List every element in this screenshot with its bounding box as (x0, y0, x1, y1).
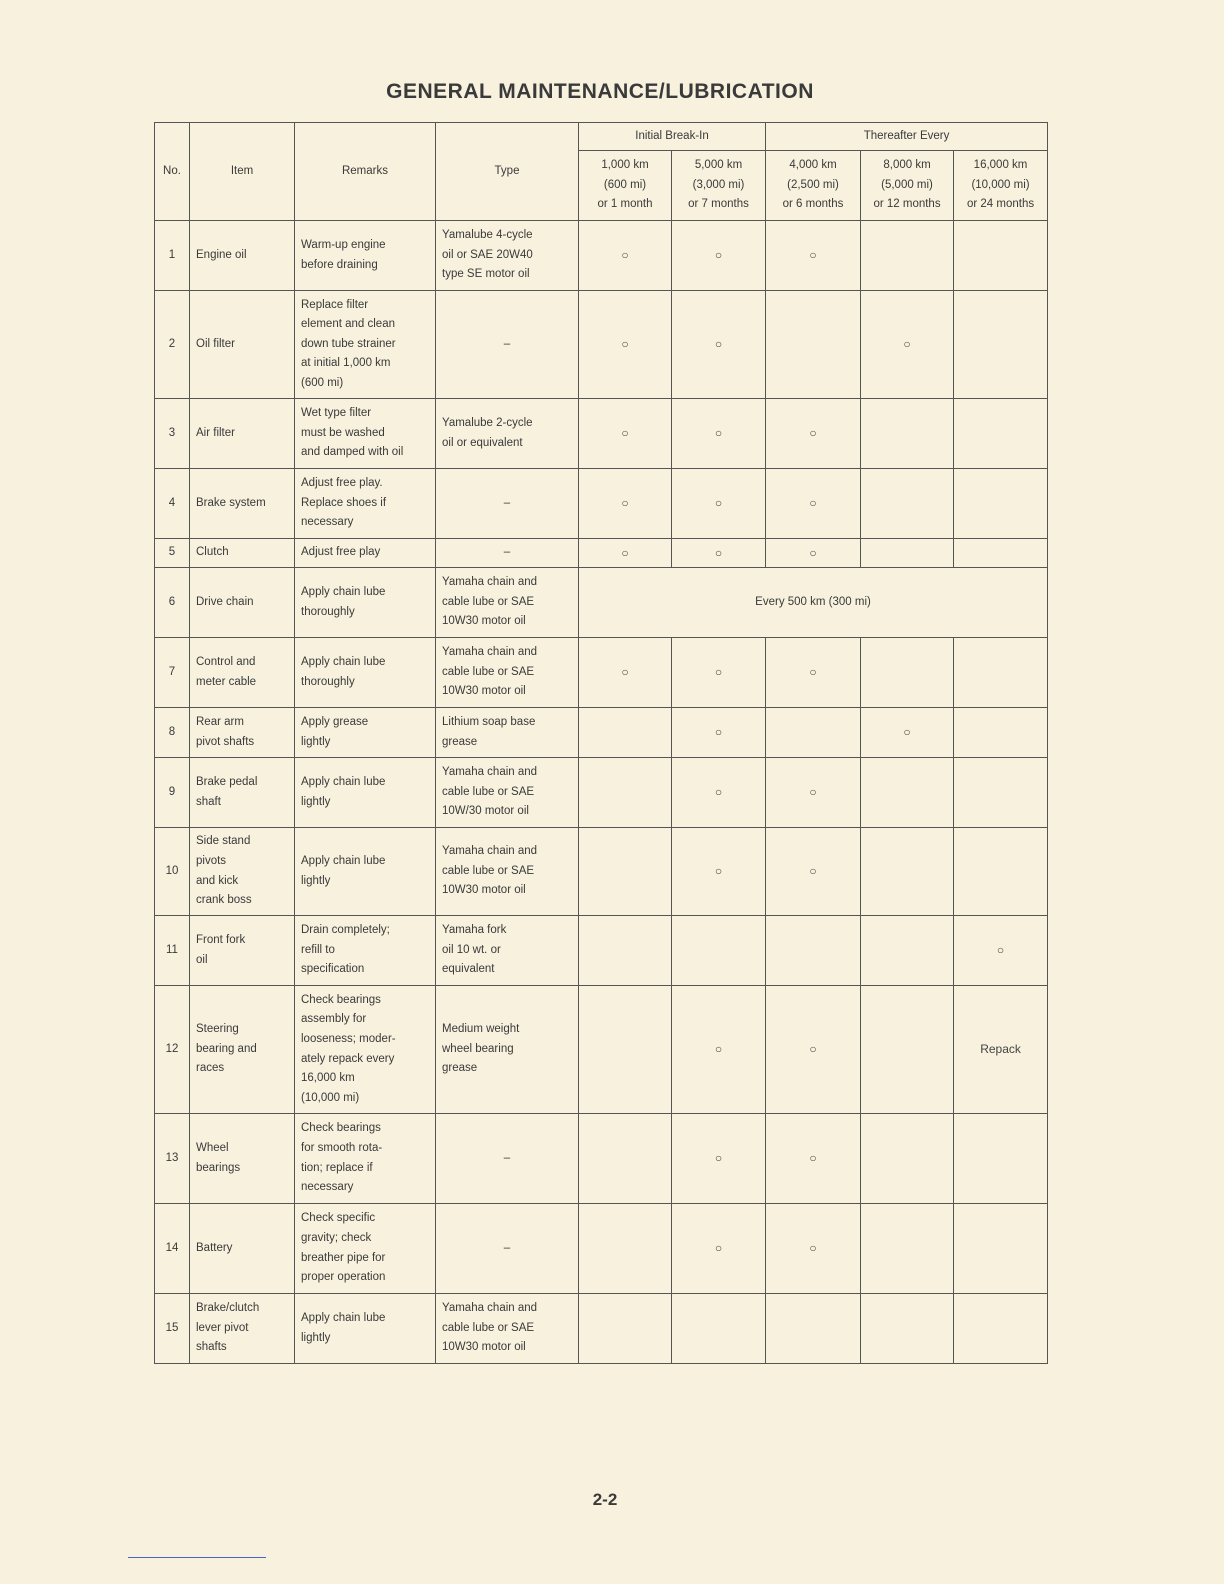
cell-line: necessary (301, 1181, 354, 1194)
row-remarks (295, 1204, 436, 1294)
cell-line: gravity; check (301, 1231, 372, 1244)
table-row (155, 916, 1048, 986)
row-item (190, 291, 295, 399)
interval-mark-1 (579, 986, 672, 1114)
interval-mark-4 (861, 638, 954, 708)
row-no: 1 (155, 221, 190, 291)
cell-line: Replace filter (301, 298, 369, 311)
cell-line: – (503, 1241, 511, 1254)
table-header (155, 123, 1048, 221)
cell-line: 10W30 motor oil (442, 615, 526, 628)
cell-line: cable lube or SAE (442, 864, 535, 877)
row-type (436, 1114, 579, 1204)
cell-line: Steering (196, 1023, 239, 1036)
cell-line: 4,000 km (789, 159, 837, 172)
cell-line: Yamaha chain and (442, 766, 538, 779)
interval-mark-2: ○ (672, 708, 766, 758)
interval-mark-5 (954, 638, 1048, 708)
interval-mark-3: ○ (766, 1204, 861, 1294)
interval-mark-2 (672, 916, 766, 986)
interval-mark-1 (579, 1204, 672, 1294)
row-item (190, 469, 295, 539)
cell-line: Brake pedal (196, 775, 258, 788)
cell-line: races (196, 1062, 225, 1075)
interval-mark-5 (954, 291, 1048, 399)
row-item (190, 986, 295, 1114)
table-row (155, 1204, 1048, 1294)
interval-mark-3: ○ (766, 986, 861, 1114)
cell-line: (2,500 mi) (787, 178, 839, 191)
cell-line: cable lube or SAE (442, 785, 535, 798)
row-remarks (295, 539, 436, 568)
interval-mark-1: ○ (579, 221, 672, 291)
header-no: No. (155, 123, 190, 221)
cell-line: Wet type filter (301, 407, 372, 420)
interval-mark-3 (766, 708, 861, 758)
cell-line: Yamaha chain and (442, 576, 538, 589)
row-no: 8 (155, 708, 190, 758)
row-type (436, 568, 579, 638)
interval-mark-3: ○ (766, 469, 861, 539)
row-item (190, 828, 295, 916)
cell-line: Side stand (196, 835, 251, 848)
row-remarks (295, 1114, 436, 1204)
cell-line: 16,000 km (301, 1072, 355, 1085)
cell-line: refill to (301, 943, 335, 956)
row-no: 6 (155, 568, 190, 638)
row-no: 2 (155, 291, 190, 399)
cell-line: Medium weight (442, 1023, 520, 1036)
interval-mark-3: ○ (766, 1114, 861, 1204)
interval-mark-4: ○ (861, 291, 954, 399)
interval-mark-4 (861, 828, 954, 916)
row-item (190, 1204, 295, 1294)
cell-line: element and clean (301, 318, 395, 331)
row-item (190, 568, 295, 638)
header-interval-1 (579, 151, 672, 221)
table-row (155, 539, 1048, 568)
interval-mark-1 (579, 916, 672, 986)
interval-mark-3 (766, 291, 861, 399)
row-type (436, 1294, 579, 1364)
table-row (155, 221, 1048, 291)
cell-line: or 12 months (873, 198, 941, 211)
cell-line: 10W30 motor oil (442, 884, 526, 897)
cell-line: – (503, 337, 511, 350)
row-no: 15 (155, 1294, 190, 1364)
page-title: GENERAL MAINTENANCE/LUBRICATION (386, 80, 814, 103)
interval-mark-2: ○ (672, 539, 766, 568)
cell-line: necessary (301, 516, 354, 529)
cell-line: (600 mi) (603, 178, 647, 191)
header-item: Item (190, 123, 295, 221)
row-remarks (295, 399, 436, 469)
cell-line: oil (196, 953, 208, 966)
interval-mark-4 (861, 221, 954, 291)
row-no: 9 (155, 758, 190, 828)
cell-line: 16,000 km (973, 159, 1028, 172)
interval-mark-2: ○ (672, 1204, 766, 1294)
cell-line: Yamaha chain and (442, 1302, 538, 1315)
cell-line: 10W/30 motor oil (442, 805, 529, 818)
row-no: 11 (155, 916, 190, 986)
row-type (436, 638, 579, 708)
interval-mark-3 (766, 916, 861, 986)
cell-line: shafts (196, 1341, 227, 1354)
row-no: 4 (155, 469, 190, 539)
table-row (155, 986, 1048, 1114)
interval-mark-5 (954, 1204, 1048, 1294)
cell-line: or 7 months (688, 198, 749, 211)
cell-line: Adjust free play. (301, 477, 383, 490)
row-type (436, 916, 579, 986)
row-no: 10 (155, 828, 190, 916)
cell-line: Apply grease (301, 715, 369, 728)
cell-line: 1,000 km (601, 159, 649, 172)
footer-line (128, 1557, 266, 1558)
cell-line: (600 mi) (301, 376, 344, 389)
header-initial-break-in: Initial Break-In (579, 123, 766, 151)
cell-line: Apply chain lube (301, 854, 386, 867)
row-type (436, 758, 579, 828)
interval-mark-3: ○ (766, 828, 861, 916)
row-no: 5 (155, 539, 190, 568)
row-span-note: Every 500 km (300 mi) (579, 568, 1048, 638)
cell-line: Yamaha chain and (442, 845, 538, 858)
cell-line: specification (301, 963, 365, 976)
row-no: 14 (155, 1204, 190, 1294)
interval-mark-1: ○ (579, 399, 672, 469)
row-type (436, 1204, 579, 1294)
cell-line: pivots (196, 854, 227, 867)
cell-line: 10W30 motor oil (442, 685, 526, 698)
row-remarks (295, 469, 436, 539)
cell-line: type SE motor oil (442, 268, 530, 281)
cell-line: Front fork (196, 933, 246, 946)
cell-line: assembly for (301, 1013, 367, 1026)
header-interval-2 (672, 151, 766, 221)
interval-mark-4 (861, 1114, 954, 1204)
interval-mark-5: Repack (954, 986, 1048, 1114)
cell-line: lightly (301, 795, 331, 808)
table-row (155, 708, 1048, 758)
cell-line: Brake system (196, 496, 266, 509)
row-remarks (295, 1294, 436, 1364)
cell-line: lightly (301, 735, 331, 748)
header-type: Type (436, 123, 579, 221)
cell-line: – (503, 546, 511, 559)
cell-line: must be washed (301, 426, 385, 439)
cell-line: Engine oil (196, 248, 247, 261)
row-type (436, 708, 579, 758)
row-item (190, 221, 295, 291)
cell-line: grease (442, 1062, 478, 1075)
cell-line: – (503, 1151, 511, 1164)
cell-line: – (503, 496, 511, 509)
table-row (155, 568, 1048, 638)
cell-line: Check bearings (301, 1122, 381, 1135)
cell-line: Yamalube 4-cycle (442, 229, 533, 242)
cell-line: bearing and (196, 1042, 257, 1055)
table-row (155, 828, 1048, 916)
interval-mark-2: ○ (672, 469, 766, 539)
row-remarks (295, 916, 436, 986)
interval-mark-1 (579, 758, 672, 828)
cell-line: oil 10 wt. or (442, 943, 501, 956)
cell-line: bearings (196, 1161, 241, 1174)
cell-line: Apply chain lube (301, 655, 386, 668)
interval-mark-2: ○ (672, 638, 766, 708)
interval-mark-2: ○ (672, 758, 766, 828)
cell-line: breather pipe for (301, 1251, 386, 1264)
cell-line: Apply chain lube (301, 585, 386, 598)
row-item (190, 1114, 295, 1204)
row-type (436, 828, 579, 916)
row-type (436, 221, 579, 291)
table-body (155, 221, 1048, 1364)
cell-line: 5,000 km (694, 159, 743, 172)
cell-line: looseness; moder- (301, 1032, 396, 1045)
table-row (155, 1294, 1048, 1364)
table-row (155, 758, 1048, 828)
cell-line: Adjust free play (301, 546, 381, 559)
interval-mark-5 (954, 469, 1048, 539)
interval-mark-4: ○ (861, 708, 954, 758)
cell-line: shaft (196, 795, 221, 808)
cell-line: crank boss (196, 894, 252, 907)
interval-mark-5 (954, 828, 1048, 916)
cell-line: equivalent (442, 963, 495, 976)
cell-line: Clutch (196, 546, 229, 559)
cell-line: Battery (196, 1241, 233, 1254)
cell-line: oil or equivalent (442, 436, 523, 449)
cell-line: thoroughly (301, 675, 355, 688)
interval-mark-2: ○ (672, 986, 766, 1114)
cell-line: Apply chain lube (301, 1311, 386, 1324)
cell-line: ately repack every (301, 1052, 395, 1065)
cell-line: meter cable (196, 675, 257, 688)
header-remarks: Remarks (295, 123, 436, 221)
row-type (436, 539, 579, 568)
interval-mark-2 (672, 1294, 766, 1364)
row-item (190, 399, 295, 469)
interval-mark-1 (579, 708, 672, 758)
maintenance-table (154, 122, 1048, 1364)
interval-mark-5 (954, 539, 1048, 568)
cell-line: or 6 months (782, 198, 844, 211)
cell-line: Yamalube 2-cycle (442, 416, 533, 429)
row-item (190, 1294, 295, 1364)
interval-mark-1: ○ (579, 539, 672, 568)
cell-line: Oil filter (196, 337, 235, 350)
cell-line: grease (442, 735, 478, 748)
cell-line: Yamaha fork (442, 924, 507, 937)
table-row (155, 1114, 1048, 1204)
row-item (190, 916, 295, 986)
interval-mark-4 (861, 1294, 954, 1364)
header-thereafter-every: Thereafter Every (766, 123, 1048, 151)
cell-line: before draining (301, 258, 378, 271)
interval-mark-4 (861, 758, 954, 828)
row-remarks (295, 828, 436, 916)
cell-line: pivot shafts (196, 735, 255, 748)
cell-line: (3,000 mi) (692, 178, 745, 191)
interval-mark-5 (954, 708, 1048, 758)
cell-line: Drive chain (196, 595, 254, 608)
interval-mark-1 (579, 828, 672, 916)
row-item (190, 758, 295, 828)
row-type (436, 291, 579, 399)
interval-mark-2: ○ (672, 221, 766, 291)
interval-mark-1 (579, 1114, 672, 1204)
table-row (155, 638, 1048, 708)
cell-line: (5,000 mi) (881, 178, 933, 191)
cell-line: cable lube or SAE (442, 595, 535, 608)
cell-line: Replace shoes if (301, 496, 387, 509)
cell-line: lightly (301, 874, 331, 887)
interval-mark-5: ○ (954, 916, 1048, 986)
row-remarks (295, 758, 436, 828)
interval-mark-3 (766, 1294, 861, 1364)
cell-line: Check specific (301, 1212, 376, 1225)
cell-line: and damped with oil (301, 446, 404, 459)
interval-mark-4 (861, 916, 954, 986)
row-type (436, 986, 579, 1114)
interval-mark-1 (579, 1294, 672, 1364)
table-row (155, 291, 1048, 399)
row-no: 13 (155, 1114, 190, 1204)
cell-line: lightly (301, 1331, 331, 1344)
row-type (436, 469, 579, 539)
interval-mark-2: ○ (672, 399, 766, 469)
cell-line: Lithium soap base (442, 715, 536, 728)
interval-mark-4 (861, 986, 954, 1114)
interval-mark-3: ○ (766, 758, 861, 828)
row-remarks (295, 568, 436, 638)
row-type (436, 399, 579, 469)
cell-line: lever pivot (196, 1321, 249, 1334)
cell-line: cable lube or SAE (442, 665, 535, 678)
cell-line: and kick (196, 874, 239, 887)
cell-line: 10W30 motor oil (442, 1341, 526, 1354)
interval-mark-1: ○ (579, 638, 672, 708)
interval-mark-3: ○ (766, 539, 861, 568)
row-remarks (295, 708, 436, 758)
cell-line: 8,000 km (883, 159, 931, 172)
cell-line: oil or SAE 20W40 (442, 248, 533, 261)
row-remarks (295, 291, 436, 399)
interval-mark-1: ○ (579, 291, 672, 399)
cell-line: Apply chain lube (301, 775, 386, 788)
cell-line: or 24 months (966, 198, 1035, 211)
cell-line: proper operation (301, 1271, 386, 1284)
interval-mark-3: ○ (766, 638, 861, 708)
interval-mark-1: ○ (579, 469, 672, 539)
interval-mark-3: ○ (766, 221, 861, 291)
interval-mark-3: ○ (766, 399, 861, 469)
header-interval-4 (861, 151, 954, 221)
interval-mark-5 (954, 1294, 1048, 1364)
cell-line: down tube strainer (301, 337, 396, 350)
interval-mark-4 (861, 469, 954, 539)
cell-line: for smooth rota- (301, 1141, 383, 1154)
cell-line: wheel bearing (442, 1042, 514, 1055)
interval-mark-2: ○ (672, 291, 766, 399)
row-remarks (295, 986, 436, 1114)
cell-line: thoroughly (301, 605, 355, 618)
row-item (190, 539, 295, 568)
interval-mark-5 (954, 1114, 1048, 1204)
table-row (155, 399, 1048, 469)
interval-mark-4 (861, 1204, 954, 1294)
cell-line: tion; replace if (301, 1161, 373, 1174)
interval-mark-5 (954, 399, 1048, 469)
cell-line: Air filter (196, 426, 235, 439)
cell-line: Drain completely; (301, 924, 390, 937)
header-interval-3 (766, 151, 861, 221)
cell-line: Brake/clutch (196, 1302, 260, 1315)
row-no: 3 (155, 399, 190, 469)
cell-line: Yamaha chain and (442, 646, 538, 659)
page-number: 2-2 (592, 1490, 618, 1509)
interval-mark-4 (861, 539, 954, 568)
cell-line: (10,000 mi) (971, 178, 1030, 191)
cell-line: cable lube or SAE (442, 1321, 535, 1334)
row-item (190, 638, 295, 708)
row-remarks (295, 638, 436, 708)
interval-mark-5 (954, 758, 1048, 828)
cell-line: Wheel (196, 1141, 229, 1154)
row-no: 7 (155, 638, 190, 708)
interval-mark-5 (954, 221, 1048, 291)
cell-line: Rear arm (196, 715, 244, 728)
cell-line: Control and (196, 655, 256, 668)
row-remarks (295, 221, 436, 291)
cell-line: at initial 1,000 km (301, 357, 391, 370)
cell-line: Warm-up engine (301, 238, 386, 251)
table-row (155, 469, 1048, 539)
interval-mark-4 (861, 399, 954, 469)
interval-mark-2: ○ (672, 1114, 766, 1204)
header-interval-5 (954, 151, 1048, 221)
cell-line: (10,000 mi) (301, 1091, 360, 1104)
cell-line: or 1 month (597, 198, 653, 211)
row-no: 12 (155, 986, 190, 1114)
row-item (190, 708, 295, 758)
cell-line: Check bearings (301, 993, 381, 1006)
interval-mark-2: ○ (672, 828, 766, 916)
